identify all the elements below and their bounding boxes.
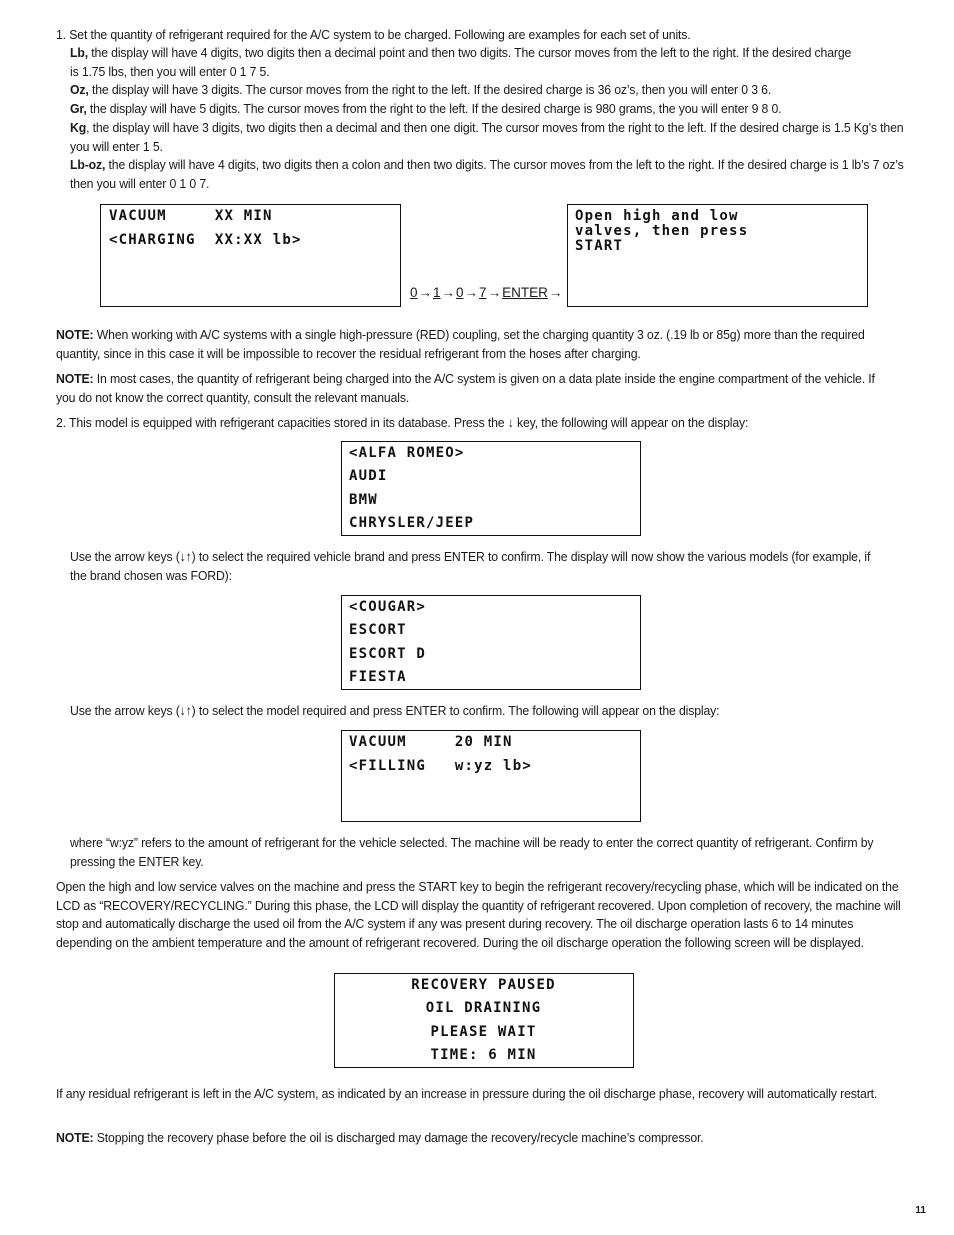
residual-paragraph [56,1085,954,1104]
arrow-right-icon: → [487,285,502,300]
note-single-coupling [56,326,946,363]
unit-kg-text: , the display will have 3 digits, two digits then a decimal and then one digit. The cursor moves from the right to the left. If the desired charge is 1.5 Kg’s then you will enter 1 5. [70,120,904,154]
lcd-line: valves, then press [575,223,749,239]
unit-lb-text: the display will have 4 digits, two digits then a decimal point and then two digits. The cursor moves from the left to the right. If the desired charge is 1.75 lbs, then you will enter 0 1 7 5. [70,45,852,79]
note-text: When working with A/C systems with a single high-pressure (RED) coupling, set the charging quantity 3 oz. (.19 lb or 85g) more than the required quantity, since in this case it will be impossible to recover the residual refrigerant from the hoses after charging. [56,327,865,361]
arrow-right-icon: → [441,285,456,300]
lcd-recovery-paused [334,973,634,1068]
unit-oz-label: Oz, [70,82,89,97]
lcd-line: FIESTA [349,669,407,685]
lcd-line: <COUGAR> [349,599,427,615]
lcd-line: RECOVERY PAUSED [411,977,556,993]
unit-lboz [70,156,954,193]
note-data-plate [56,370,946,407]
lcd-line: Open high and low [575,208,739,224]
lcd-line: VACUUM XX MIN [109,208,273,224]
unit-lb-label: Lb, [70,45,88,60]
key-enter: ENTER [502,285,548,300]
note-label: NOTE: [56,1130,94,1145]
key-7: 7 [479,285,487,300]
model-instruction [70,702,950,721]
wyz-text: where “w:yz” refers to the amount of refrigerant for the vehicle selected. The machine will be ready to enter the correct quantity of refrigerant. Confirm by pressing the ENTER key. [70,835,874,869]
key-1: 1 [433,285,441,300]
unit-gr-label: Gr, [70,101,87,116]
lcd-brand-list [341,441,641,536]
step2-paragraph: 2. This model is equipped with refrigerant capacities stored in its database. Press the ↓ key, the following will appear on the display: [56,415,749,430]
lcd-vacuum-charging [100,204,401,307]
brand-instruction [70,548,950,585]
unit-kg-label: Kg [70,120,87,135]
unit-oz-text: the display will have 3 digits. The cursor moves from the right to the left. If the desired charge is 36 oz’s, then you will enter 0 3 6. [88,82,772,97]
arrow-right-icon: → [464,285,479,300]
note-text: Stopping the recovery phase before the oil is discharged may damage the recovery/recycle machine’s compressor. [93,1130,704,1145]
note-text: In most cases, the quantity of refrigerant being charged into the A/C system is given on a data plate inside the engine compartment of the vehicle. If you do not know the correct quantity, consult the relevant manuals. [56,371,875,405]
note-label: NOTE: [56,371,94,386]
lcd-vacuum-filling [341,730,641,822]
arrow-right-icon: → [548,285,563,300]
lcd-line: VACUUM 20 MIN [349,734,513,750]
lcd-line: BMW [349,492,378,508]
lcd-line: AUDI [349,468,388,484]
unit-gr-text: the display will have 5 digits. The cursor moves from the right to the left. If the desired charge is 980 grams, the you will enter 9 8 0. [86,101,782,116]
note-compressor [56,1129,946,1148]
step1-block [56,26,954,45]
lcd-line: START [575,238,624,254]
lcd-line: <FILLING w:yz lb> [349,758,532,774]
lcd-open-valves [567,204,868,307]
unit-oz [70,81,920,100]
step1-intro: 1. Set the quantity of refrigerant required for the A/C system to be charged. Following are examples for each set of units. [56,27,691,42]
unit-lb [70,44,920,81]
lcd-line: <CHARGING XX:XX lb> [109,232,302,248]
lcd-line: ESCORT D [349,646,427,662]
model-instruction-text: Use the arrow keys (↓↑) to select the model required and press ENTER to confirm. The following will appear on the display: [70,703,720,718]
unit-gr [70,100,920,119]
recovery-paragraph [56,878,954,952]
recovery-text: Open the high and low service valves on the machine and press the START key to begin the refrigerant recovery/recycling phase, which will be indicated on the LCD as “RECOVERY/RECYCLING.” During this phase, the LCD will display the quantity of refrigerant recovered. Upon completion of recovery, the machine will stop and automatically discharge the used oil from the A/C system if any was present during recovery. The oil discharge operation lasts 6 to 14 minutes depending on the ambient temperature and the amount of refrigerant recovered. During the oil discharge operation the following screen will be displayed. [56,879,901,950]
key-sequence [410,285,563,300]
unit-kg [70,119,954,156]
key-0b: 0 [456,285,464,300]
key-0: 0 [410,285,418,300]
note-label: NOTE: [56,327,94,342]
unit-lboz-label: Lb-oz, [70,157,106,172]
lcd-line: TIME: 6 MIN [430,1047,537,1063]
arrow-right-icon: → [418,285,433,300]
residual-text: If any residual refrigerant is left in the A/C system, as indicated by an increase in pressure during the oil discharge phase, recovery will automatically restart. [56,1086,878,1101]
step2-text [56,414,954,433]
lcd-line: ESCORT [349,622,407,638]
unit-lboz-text: the display will have 4 digits, two digits then a colon and then two digits. The cursor moves from the left to the right. If the desired charge is 1 lb’s 7 oz’s then you will enter 0 1 0 7. [70,157,904,191]
wyz-explanation [70,834,954,871]
brand-instruction-text: Use the arrow keys (↓↑) to select the required vehicle brand and press ENTER to confirm. The display will now show the various models (for example, if the brand chosen was FORD): [70,549,871,583]
lcd-line: <ALFA ROMEO> [349,445,465,461]
lcd-line: CHRYSLER/JEEP [349,515,475,531]
lcd-line: OIL DRAINING [425,1000,542,1016]
lcd-line: PLEASE WAIT [430,1024,537,1040]
page-number: 11 [915,1205,926,1216]
lcd-model-list [341,595,641,690]
